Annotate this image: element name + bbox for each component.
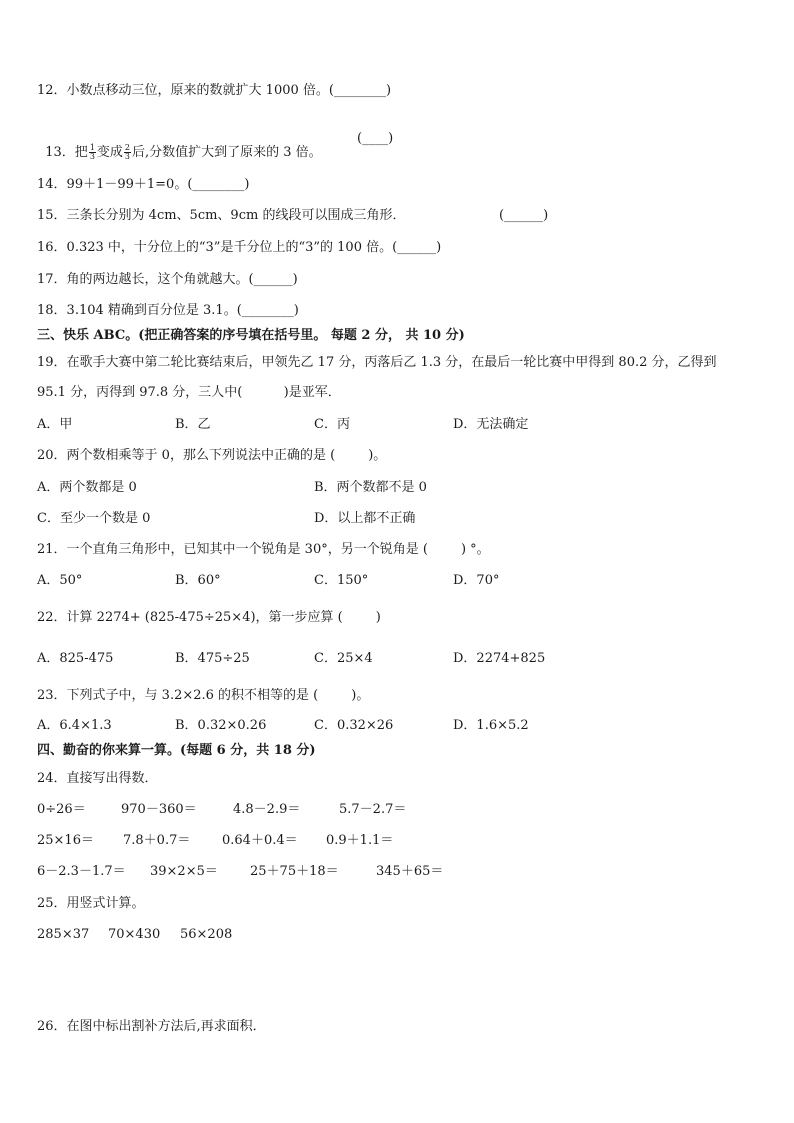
q21-option-a: A．50° [37, 573, 83, 588]
q21-option-d: D．70° [453, 573, 500, 588]
q24-item: 7.8＋0.7＝ [123, 833, 191, 848]
question-19-line-1: 19．在歌手大赛中第二轮比赛结束后，甲领先乙 17 分，丙落后乙 1.3 分，在最后一轮比赛中甲得到 80.2 分，乙得到 [37, 355, 717, 370]
q19-option-b: B．乙 [175, 417, 211, 432]
q24-item: 0÷26＝ [37, 802, 86, 817]
q19-option-a: A．甲 [37, 417, 73, 432]
q25-item: 285×37 [37, 927, 90, 942]
fraction-two-thirds: $\frac{2}{3}$ [124, 143, 131, 161]
q24-item: 345＋65＝ [376, 864, 444, 879]
q20-option-a: A．两个数都是 0 [37, 480, 137, 495]
question-19-line-2: 95.1 分，丙得到 97.8 分，三人中( )是亚军． [37, 385, 341, 400]
q22-option-d: D．2274+825 [453, 651, 546, 666]
q22-option-b: B．475÷25 [175, 651, 250, 666]
q19-option-c: C．丙 [314, 417, 350, 432]
question-13-mid: 变成 [96, 145, 123, 160]
q23-option-c: C．0.32×26 [314, 718, 394, 733]
q24-item: 6－2.3－1.7＝ [37, 864, 126, 879]
q24-item: 25×16＝ [37, 833, 94, 848]
question-15-blank: (______) [499, 208, 549, 223]
question-13-prefix: 13．把 [45, 145, 88, 160]
question-13-blank: (____) [357, 131, 394, 146]
q21-option-c: C．150° [314, 573, 369, 588]
q23-option-a: A．6.4×1.3 [37, 718, 112, 733]
q25-item: 56×208 [180, 927, 233, 942]
question-26: 26．在图中标出割补方法后,再求面积． [37, 1019, 266, 1034]
q24-item: 5.7－2.7＝ [339, 802, 407, 817]
q24-item: 39×2×5＝ [150, 864, 218, 879]
question-12: 12．小数点移动三位，原来的数就扩大 1000 倍。(________) [37, 83, 392, 98]
question-24: 24．直接写出得数． [37, 771, 158, 786]
q24-item: 970－360＝ [121, 802, 197, 817]
question-23: 23．下列式子中，与 3.2×2.6 的积不相等的是 ( )。 [37, 688, 370, 703]
q24-item: 0.64＋0.4＝ [222, 833, 298, 848]
q24-item: 4.8－2.9＝ [233, 802, 301, 817]
question-13-suffix: 后,分数值扩大到了原来的 3 倍。 [132, 145, 322, 160]
q23-option-b: B．0.32×0.26 [175, 718, 267, 733]
section-3-heading: 三、快乐 ABC。(把正确答案的序号填在括号里。 每题 2 分， 共 10 分) [37, 328, 465, 343]
section-4-heading: 四、勤奋的你来算一算。(每题 6 分，共 18 分) [37, 743, 316, 758]
q20-option-d: D．以上都不正确 [314, 511, 416, 526]
q21-option-b: B．60° [175, 573, 221, 588]
question-17: 17．角的两边越长，这个角就越大。(______) [37, 272, 298, 287]
question-16: 16．0.323 中，十分位上的“3”是千分位上的“3”的 100 倍。(______) [37, 240, 442, 255]
q25-item: 70×430 [108, 927, 161, 942]
question-14: 14．99＋1－99＋1=0。(________) [37, 177, 250, 192]
q24-item: 0.9＋1.1＝ [326, 833, 394, 848]
fraction-one-third: $\frac{1}{3}$ [89, 143, 95, 161]
question-18: 18．3.104 精确到百分位是 3.1。(________) [37, 303, 299, 318]
q24-item: 25＋75＋18＝ [250, 864, 339, 879]
q22-option-c: C．25×4 [314, 651, 373, 666]
q22-option-a: A．825-475 [37, 651, 114, 666]
question-15: 15．三条长分别为 4cm、5cm、9cm 的线段可以围成三角形． [37, 208, 406, 223]
question-22: 22．计算 2274+ (825-475÷25×4)，第一步应算 ( ) [37, 610, 381, 625]
question-25: 25．用竖式计算。 [37, 896, 145, 911]
q19-option-d: D．无法确定 [453, 417, 529, 432]
q20-option-c: C．至少一个数是 0 [37, 511, 151, 526]
question-13 [37, 128, 322, 161]
q20-option-b: B．两个数都不是 0 [314, 480, 427, 495]
q23-option-d: D．1.6×5.2 [453, 718, 529, 733]
question-20: 20．两个数相乘等于 0，那么下列说法中正确的是 ( )。 [37, 448, 387, 463]
question-21: 21．一个直角三角形中，已知其中一个锐角是 30°，另一个锐角是 ( ) °。 [37, 542, 490, 557]
